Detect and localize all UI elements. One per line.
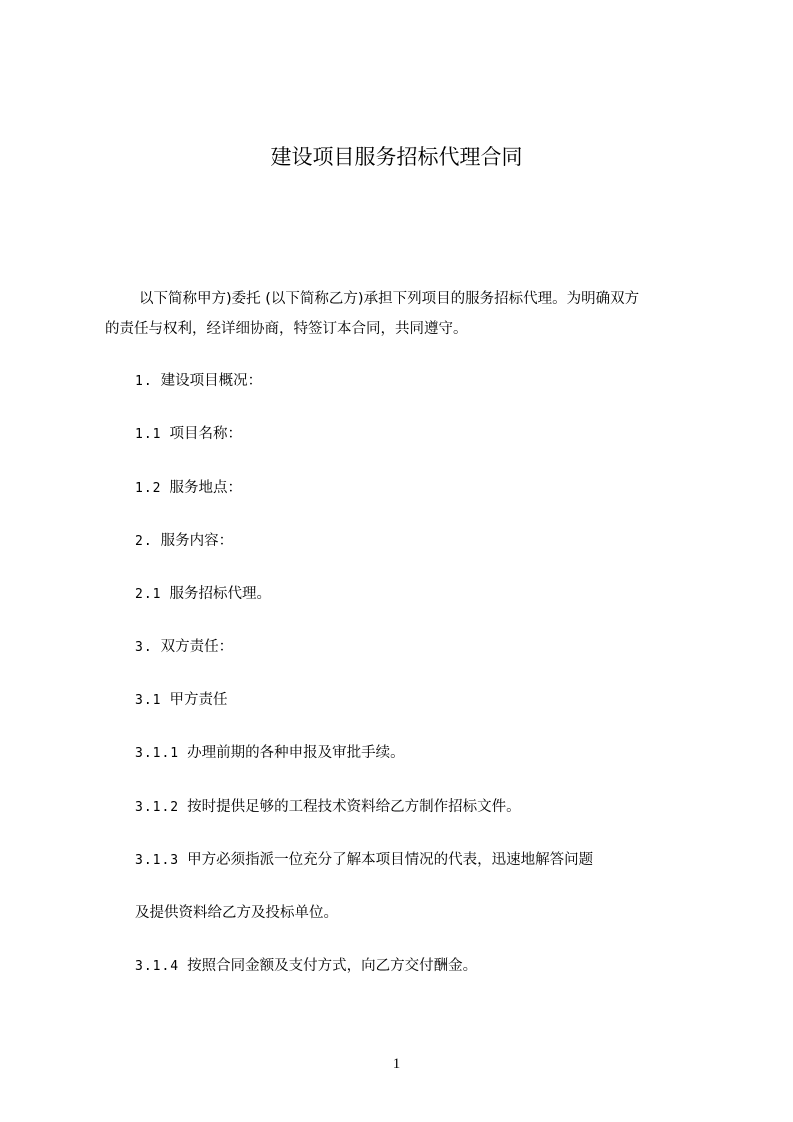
- intro-paragraph-line-2: 的责任与权利，经详细协商，特签订本合同，共同遵守。: [105, 321, 468, 337]
- clause-text: 甲方责任: [169, 692, 228, 708]
- clause-text: 按照合同金额及支付方式，向乙方交付酬金。: [187, 958, 478, 974]
- clause-number: 3.1: [135, 693, 162, 708]
- clause-text: 按时提供足够的工程技术资料给乙方制作招标文件。: [187, 799, 521, 815]
- clause-3: [135, 637, 233, 658]
- clause-text: 甲方必须指派一位充分了解本项目情况的代表，迅速地解答问题: [187, 852, 594, 868]
- clause-3-1-3: [135, 850, 593, 871]
- clause-text: 及提供资料给乙方及投标单位。: [135, 905, 338, 921]
- clause-number: 3.: [135, 640, 153, 655]
- clause-text: 服务招标代理。: [169, 586, 271, 602]
- clause-2: [135, 531, 233, 552]
- clause-number: 2.: [135, 534, 153, 549]
- clause-3-1: [135, 690, 227, 711]
- page-number: 1: [392, 1056, 401, 1072]
- clause-text: 办理前期的各种申报及审批手续。: [187, 745, 405, 761]
- clause-number: 3.1.1: [135, 746, 180, 761]
- clause-number: 1.1: [135, 427, 162, 442]
- clause-1-2: [135, 478, 242, 499]
- document-title: 建设项目服务招标代理合同: [270, 145, 523, 169]
- clause-text: 双方责任：: [160, 639, 234, 655]
- clause-1-1: [135, 424, 242, 445]
- clause-3-1-1: [135, 743, 405, 764]
- clause-text: 服务地点：: [169, 480, 242, 496]
- clause-1: [135, 371, 262, 392]
- clause-number: 1.: [135, 374, 153, 389]
- clause-text: 建设项目概况：: [160, 373, 263, 389]
- clause-text: 项目名称：: [169, 426, 242, 442]
- clause-3-1-3-continuation: [135, 903, 338, 923]
- clause-3-1-2: [135, 797, 521, 818]
- clause-number: 3.1.4: [135, 959, 180, 974]
- clause-text: 服务内容：: [160, 533, 234, 549]
- intro-paragraph-line-1: 以下简称甲方)委托 (以下简称乙方)承担下列项目的服务招标代理。为明确双方: [139, 291, 640, 307]
- clause-number: 1.2: [135, 481, 162, 496]
- clause-number: 3.1.3: [135, 853, 180, 868]
- clause-3-1-4: [135, 956, 477, 977]
- clause-number: 3.1.2: [135, 800, 180, 815]
- clause-number: 2.1: [135, 587, 162, 602]
- clause-2-1: [135, 584, 271, 605]
